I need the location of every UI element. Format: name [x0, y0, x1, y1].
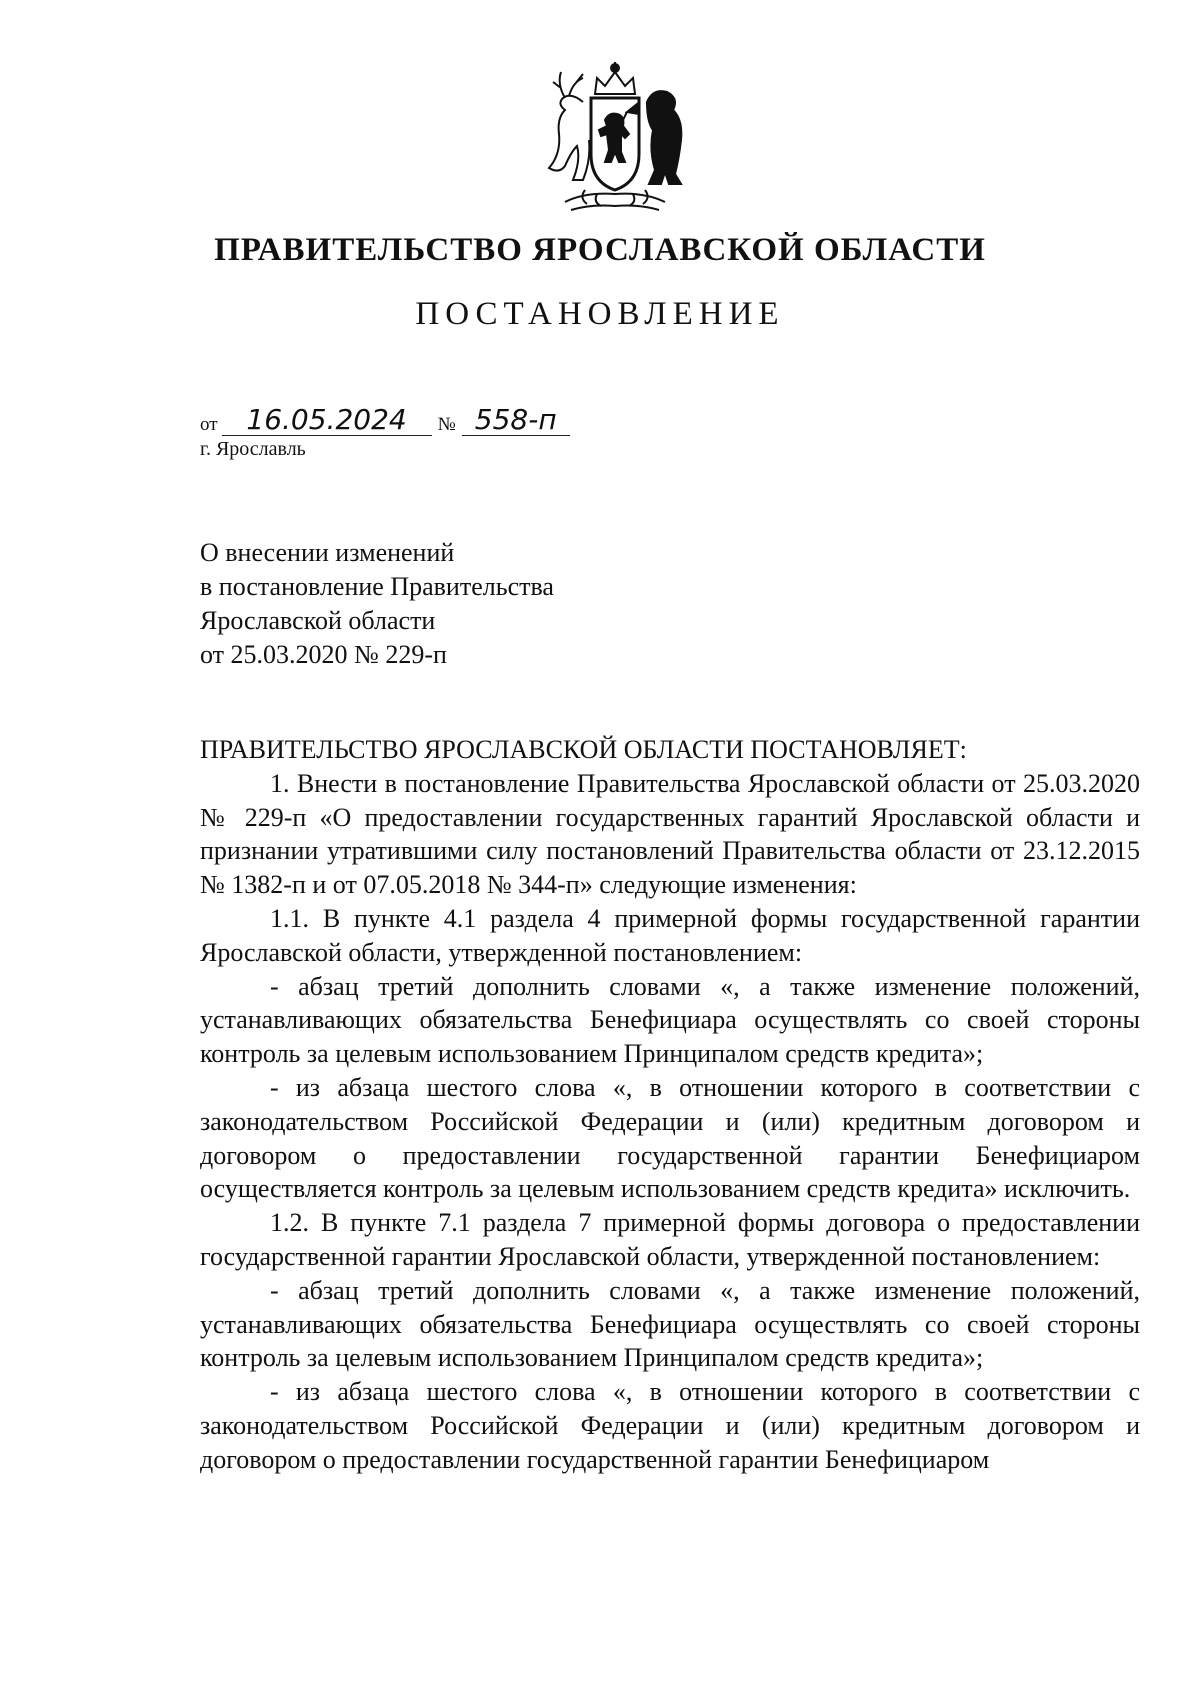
- document-number: 558-п: [462, 405, 570, 436]
- paragraph: - из абзаца шестого слова «, в отношении которого в соответствии с законодательством Российской Федерации и (или) кредитным договором и договором о предоставлении государственной гарантии Бенефициаром: [200, 1377, 1140, 1474]
- subject-line: в постановление Правительства: [200, 572, 554, 601]
- paragraph: 1.2. В пункте 7.1 раздела 7 примерной формы договора о предоставлении государственной гарантии Ярославской области, утвержденной постановлением:: [200, 1208, 1140, 1271]
- paragraph: - абзац третий дополнить словами «, а также изменение положений, устанавливающих обязательства Бенефициара осуществлять со своей стороны контроль за целевым использованием Принципалом средств кредита»;: [200, 971, 1140, 1069]
- government-title: ПРАВИТЕЛЬСТВО ЯРОСЛАВСКОЙ ОБЛАСТИ: [214, 232, 986, 268]
- document-date: 16.05.2024: [222, 405, 432, 436]
- subject-line: от 25.03.2020 № 229-п: [200, 640, 447, 669]
- document-subject: [200, 536, 554, 672]
- document-meta: [200, 396, 600, 461]
- date-prefix: от: [200, 414, 218, 435]
- subject-line: Ярославской области: [200, 606, 436, 635]
- decree-heading: ПРАВИТЕЛЬСТВО ЯРОСЛАВСКОЙ ОБЛАСТИ ПОСТАНОВЛЯЕТ:: [200, 735, 967, 764]
- paragraph: - из абзаца шестого слова «, в отношении которого в соответствии с законодательством Российской Федерации и (или) кредитным договором и договором о предоставлении государственной гарантии Бенефициаром осуществляется контроль за целевым использованием средств кредита» исключить.: [200, 1072, 1140, 1204]
- paragraph: - абзац третий дополнить словами «, а также изменение положений, устанавливающих обязательства Бенефициара осуществлять со своей стороны контроль за целевым использованием Принципалом средств кредита»;: [200, 1275, 1140, 1373]
- number-prefix: №: [437, 414, 456, 435]
- document-city: г. Ярославль: [200, 438, 306, 460]
- document-type: ПОСТАНОВЛЕНИЕ: [415, 296, 785, 332]
- paragraph: 1.1. В пункте 4.1 раздела 4 примерной формы государственной гарантии Ярославской области, утвержденной постановлением:: [200, 903, 1140, 967]
- document-body: [200, 733, 1140, 1477]
- subject-line: О внесении изменений: [200, 538, 455, 567]
- paragraph: 1. Внести в постановление Правительства Ярославской области от 25.03.2020 № 229-п «О предоставлении государственных гарантий Ярославской области и признании утратившими силу постановлений Правительства области от 23.12.2015 № 1382-п и от 07.05.2018 № 344-п» следующие изменения:: [200, 768, 1140, 900]
- coat-of-arms-icon: [535, 62, 695, 220]
